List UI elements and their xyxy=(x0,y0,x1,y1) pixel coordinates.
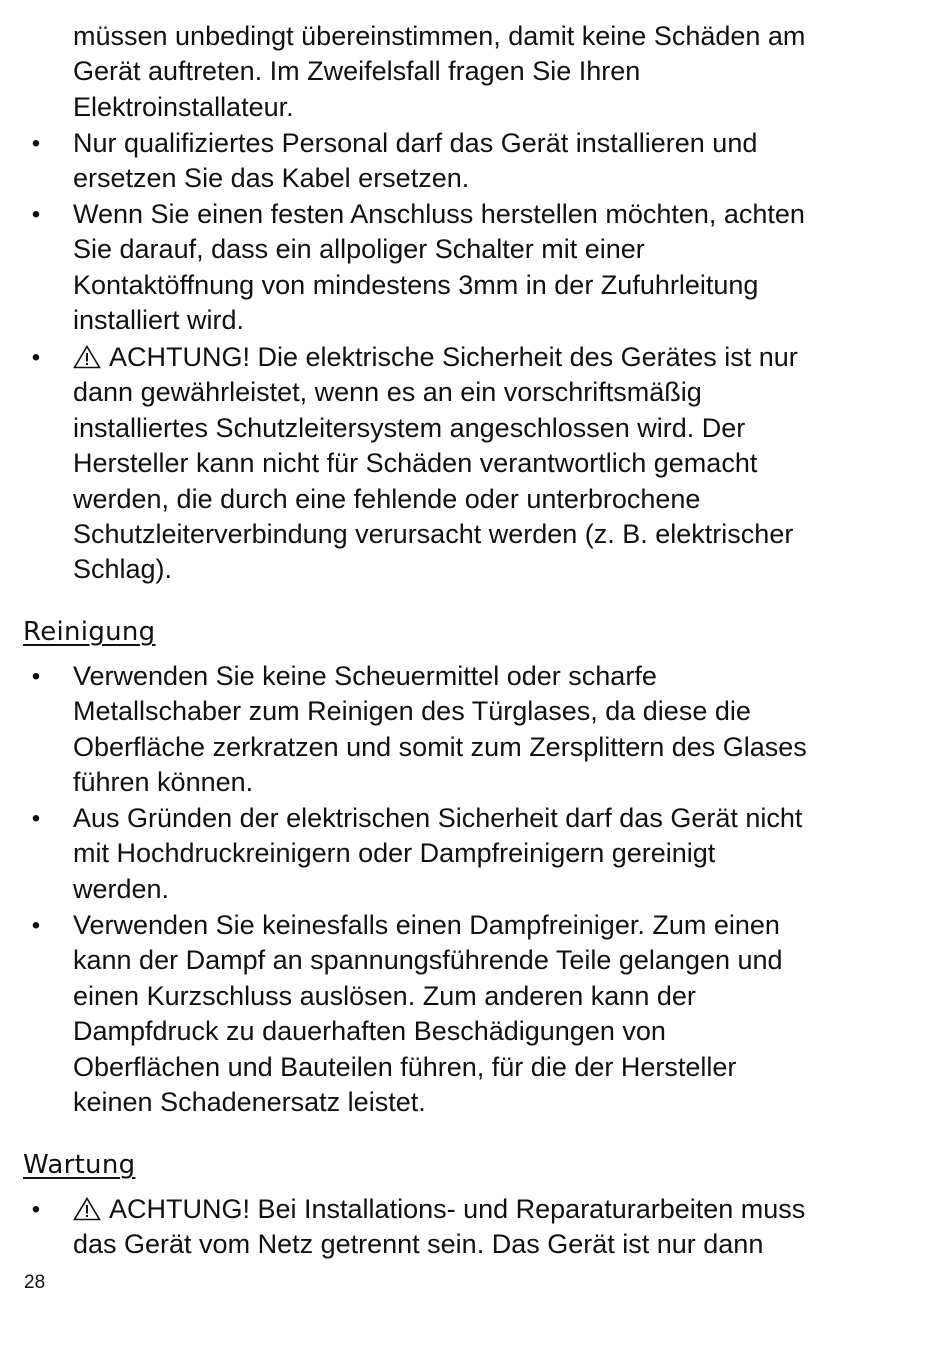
warning-text: ACHTUNG! Die elektrische Sicherheit des Gerätes ist nur xyxy=(109,342,798,372)
list-item xyxy=(73,1192,933,1263)
warning-text: ACHTUNG! Bei Installations- und Reparaturarbeiten muss xyxy=(109,1194,806,1224)
text-line: Kontaktöffnung von mindestens 3mm in der Zufuhrleitung xyxy=(73,269,759,300)
section-heading-wartung: Wartung xyxy=(23,1150,136,1180)
text-line: Metallschaber zum Reinigen des Türglases, da diese die xyxy=(73,696,751,727)
text-line: keinen Schadenersatz leistet. xyxy=(73,1086,426,1117)
warning-triangle-icon xyxy=(73,1197,101,1221)
list-item xyxy=(73,340,933,588)
text-line: werden. xyxy=(73,873,170,904)
text-line: werden, die durch eine fehlende oder unterbrochene xyxy=(73,483,701,514)
bullet-glyph: • xyxy=(31,805,41,832)
text-line: Wenn Sie einen festen Anschluss herstellen möchten, achten xyxy=(73,199,805,229)
text-line: Verwenden Sie keinesfalls einen Dampfreiniger. Zum einen xyxy=(73,910,780,940)
warning-triangle-icon xyxy=(73,345,101,369)
list-item xyxy=(73,126,933,197)
bullet-glyph: • xyxy=(31,130,41,157)
text-line: Schutzleiterverbindung verursacht werden (z. B. elektrischer xyxy=(73,518,794,549)
bullet-glyph: • xyxy=(31,344,41,371)
text-line: Schlag). xyxy=(73,554,173,585)
text-line: ersetzen Sie das Kabel ersetzen. xyxy=(73,163,470,194)
text-line xyxy=(73,340,933,375)
text-line: Gerät auftreten. Im Zweifelsfall fragen Sie Ihren xyxy=(73,56,641,87)
text-line: Nur qualifiziertes Personal darf das Gerät installieren und xyxy=(73,128,758,158)
page-number: 28 xyxy=(24,1272,46,1293)
bullet-glyph: • xyxy=(31,1196,41,1223)
text-line: Aus Gründen der elektrischen Sicherheit darf das Gerät nicht xyxy=(73,803,803,833)
section-heading-reinigung: Reinigung xyxy=(23,617,156,647)
text-line: mit Hochdruckreinigern oder Dampfreinigern gereinigt xyxy=(73,838,716,869)
text-line: Elektroinstallateur. xyxy=(73,91,294,122)
bullet-glyph: • xyxy=(31,201,41,228)
text-line: installiert wird. xyxy=(73,305,245,336)
bullet-glyph: • xyxy=(31,663,41,690)
list-item xyxy=(73,801,933,907)
text-line: Oberfläche zerkratzen und somit zum Zersplittern des Glases xyxy=(73,731,807,762)
text-line: Dampfdruck zu dauerhaften Beschädigungen von xyxy=(73,1016,666,1047)
text-line: Verwenden Sie keine Scheuermittel oder scharfe xyxy=(73,661,657,691)
text-line: einen Kurzschluss auslösen. Zum anderen kann der xyxy=(73,980,696,1011)
bullet-glyph: • xyxy=(31,912,41,939)
continuation-paragraph xyxy=(73,19,933,125)
text-line: müssen unbedingt übereinstimmen, damit keine Schäden am xyxy=(73,21,806,51)
text-line: das Gerät vom Netz getrennt sein. Das Gerät ist nur dann xyxy=(73,1229,764,1260)
list-item xyxy=(73,659,933,801)
text-line: installiertes Schutzleitersystem angeschlossen wird. Der xyxy=(73,412,746,443)
text-line: Hersteller kann nicht für Schäden verantwortlich gemacht xyxy=(73,448,758,479)
text-line: führen können. xyxy=(73,767,254,798)
text-line: kann der Dampf an spannungsführende Teile gelangen und xyxy=(73,945,783,976)
text-line xyxy=(73,1192,933,1227)
text-line: dann gewährleistet, wenn es an ein vorschriftsmäßig xyxy=(73,377,702,408)
list-item xyxy=(73,908,933,1120)
list-item xyxy=(73,197,933,339)
text-line: Oberflächen und Bauteilen führen, für die der Hersteller xyxy=(73,1051,737,1082)
text-line: Sie darauf, dass ein allpoliger Schalter mit einer xyxy=(73,234,645,265)
